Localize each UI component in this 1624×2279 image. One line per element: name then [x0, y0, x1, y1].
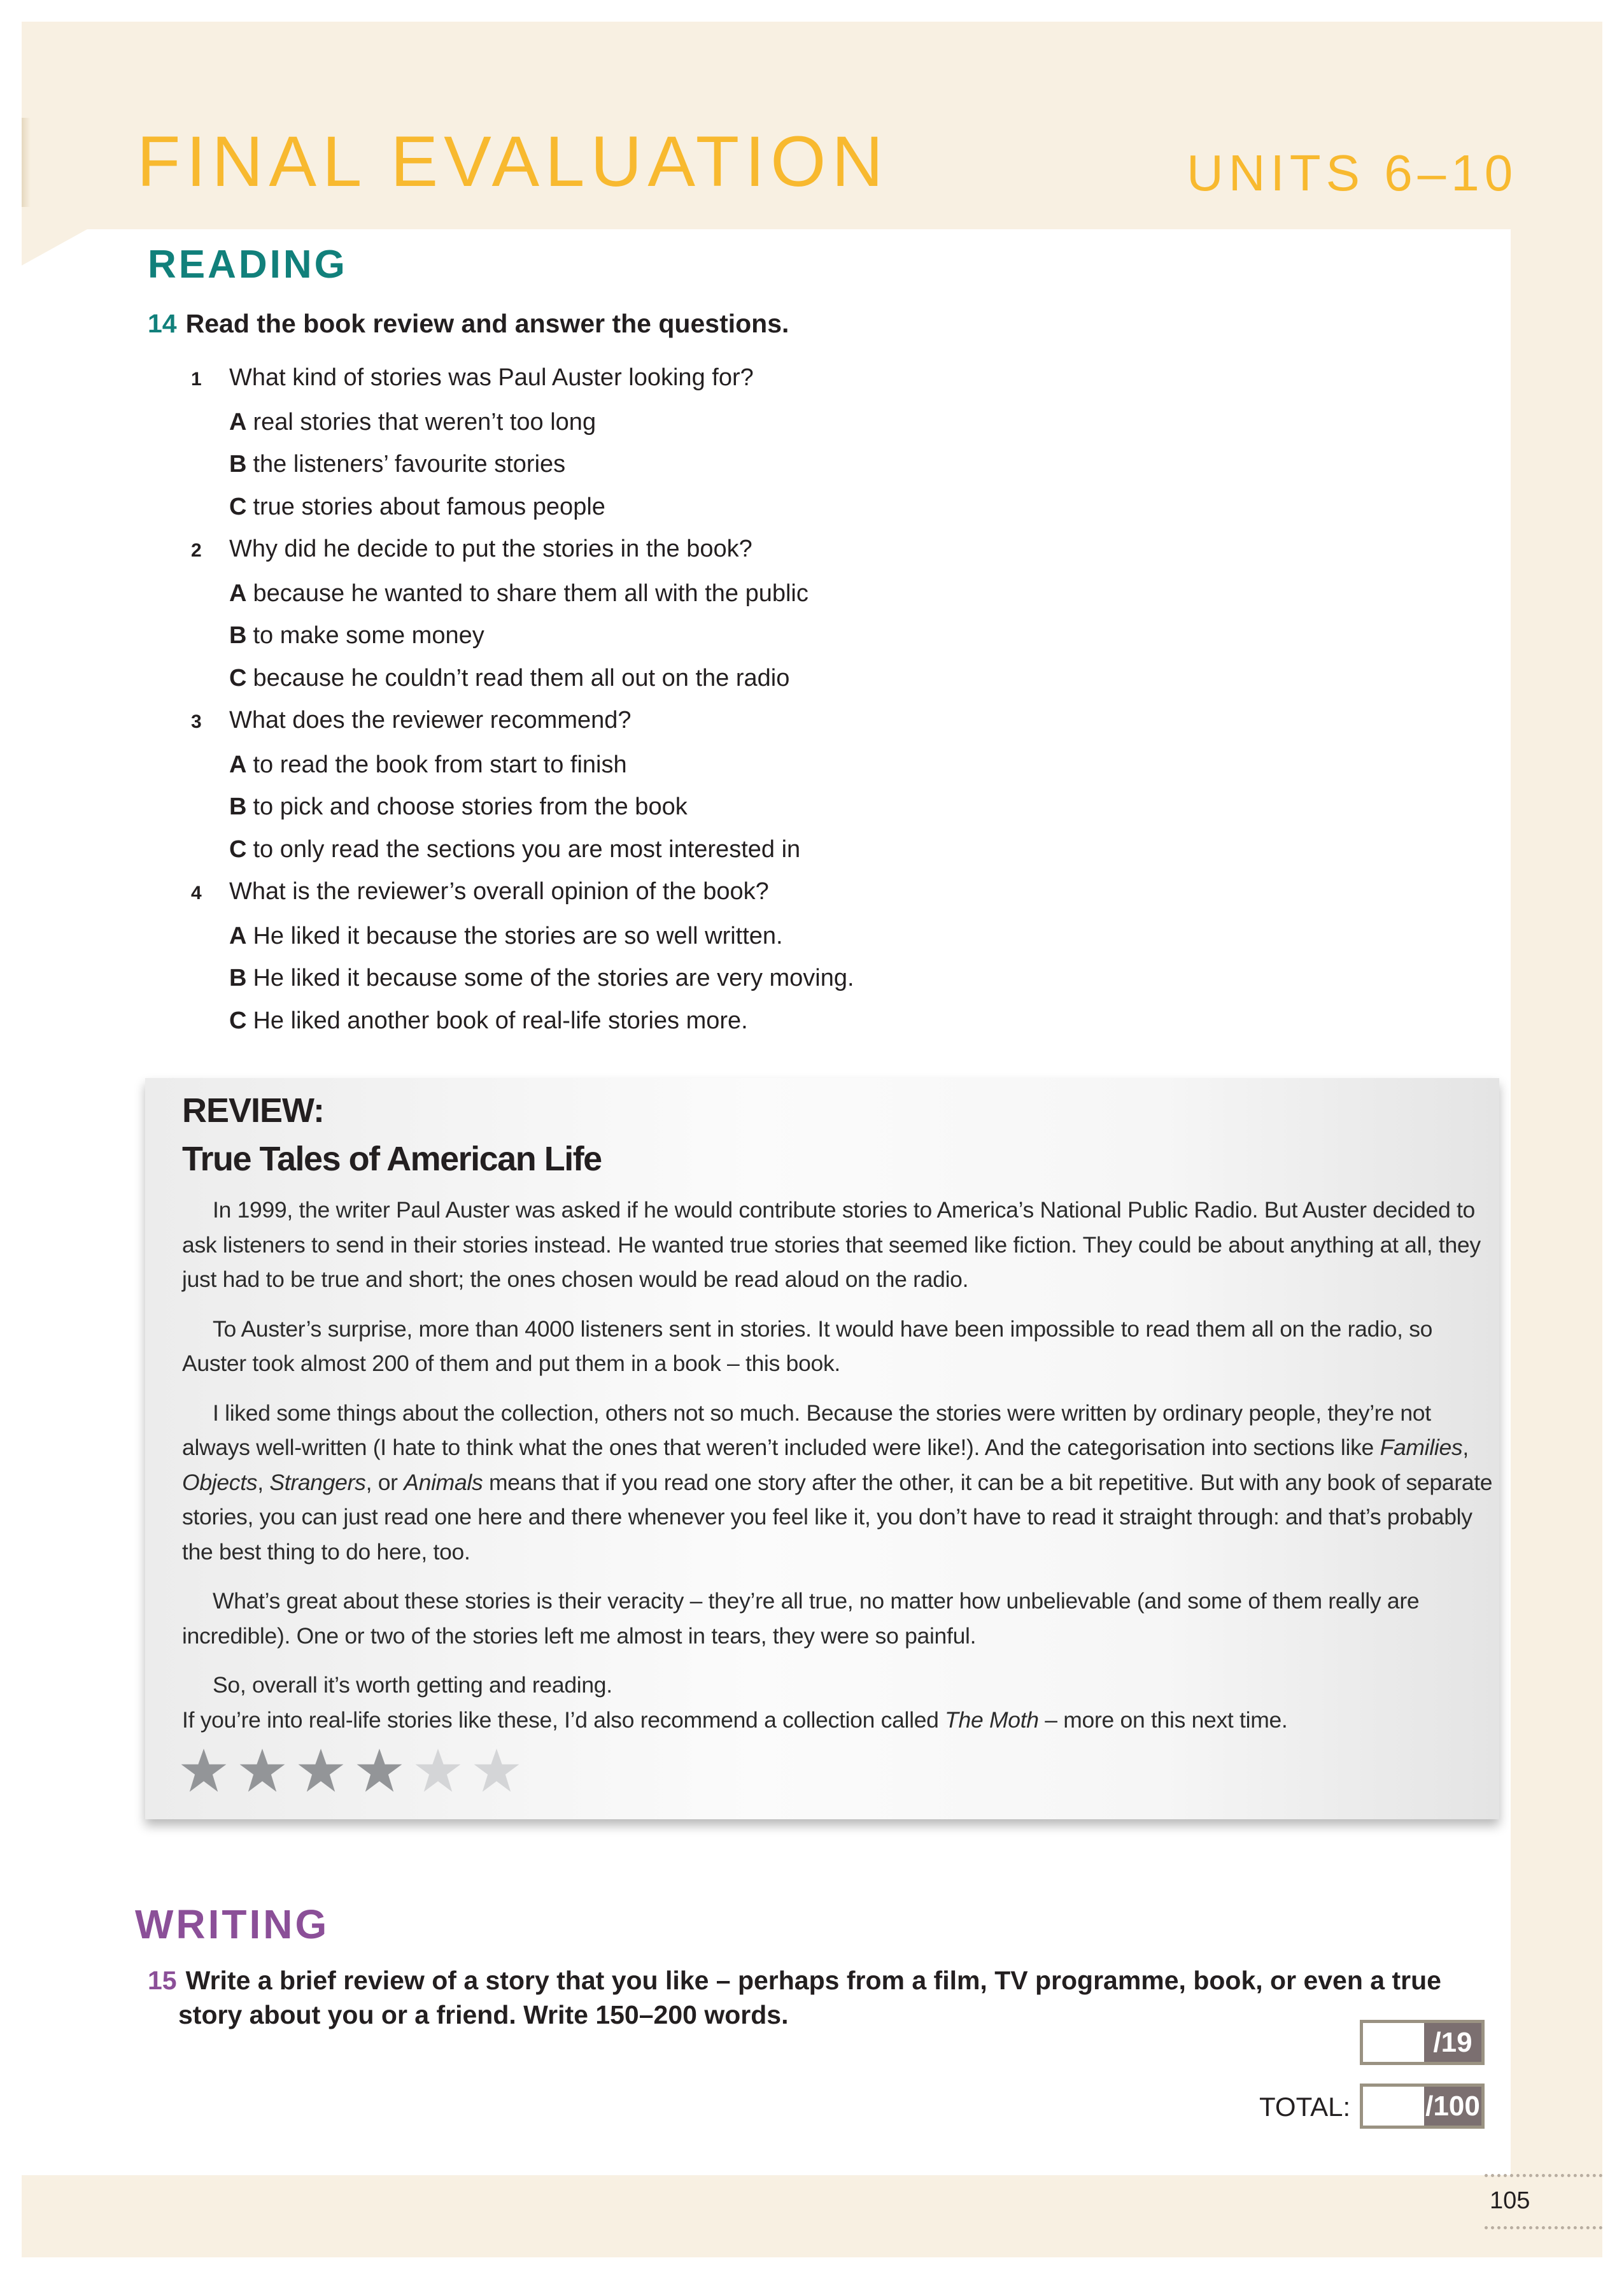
total-label: TOTAL:	[1259, 2092, 1351, 2122]
option-text: He liked another book of real-life stories more.	[253, 1007, 748, 1034]
option-text: to read the book from start to finish	[253, 751, 627, 778]
answer-option[interactable]	[191, 572, 854, 615]
option-letter: C	[229, 664, 247, 692]
star-empty-icon	[473, 1747, 520, 1794]
units-label: UNITS 6–10	[1187, 145, 1518, 201]
question	[191, 699, 854, 744]
text: I liked some things about the collection, others not so much. Because the stories were written by ordinary people, they’re not always well-written (I hate to think what the ones that weren’t included were like!). And the categorisation into sections like	[182, 1400, 1431, 1460]
review-paragraph: I liked some things about the collection, others not so much. Because the stories were written by ordinary people, they’re not always well-written (I hate to think what the ones that weren’t included were like!). And the categorisation into sections like Families, Objects, Strangers, or Animals means that if you read one story after the other, it can be a bit repetitive. But with any book of separate stories, you can just read one here and there whenever you feel like it, you don’t have to read it straight through: and that’s probably the best thing to do here, too.	[182, 1400, 1493, 1565]
exercise-number: 15	[148, 1966, 177, 1995]
option-letter: B	[229, 965, 247, 991]
text: , or	[365, 1469, 404, 1495]
reading-section-title: READING	[148, 243, 348, 287]
star-filled-icon	[180, 1747, 227, 1794]
option-letter: B	[229, 793, 247, 820]
answer-option[interactable]	[191, 915, 854, 958]
option-text: to pick and choose stories from the book	[253, 793, 688, 820]
star-filled-icon	[297, 1747, 344, 1794]
star-filled-icon	[239, 1747, 286, 1794]
question-list	[191, 357, 854, 1042]
answer-option[interactable]	[191, 657, 854, 700]
page-number: 105	[1490, 2187, 1530, 2214]
review-paragraph: So, overall it’s worth getting and reading.	[213, 1672, 612, 1698]
italic-text: Animals	[404, 1469, 483, 1495]
total-score-box[interactable]	[1360, 2084, 1485, 2129]
exercise-number: 14	[148, 309, 177, 338]
italic-text: The Moth	[945, 1707, 1039, 1733]
answer-option[interactable]	[191, 614, 854, 657]
instruction-text: Write a brief review of a story that you like – perhaps from a film, TV programme, book, or even a true	[185, 1966, 1441, 1995]
italic-text: Strangers	[269, 1469, 366, 1495]
section-score-box[interactable]	[1360, 2020, 1485, 2065]
review-body	[182, 1193, 1493, 1752]
option-text: to make some money	[253, 622, 484, 649]
page-edge-shadow	[22, 118, 31, 207]
option-letter: C	[229, 493, 247, 520]
option-text: the listeners’ favourite stories	[253, 451, 566, 478]
answer-option[interactable]	[191, 486, 854, 529]
review-paragraph: To Auster’s surprise, more than 4000 listeners sent in stories. It would have been impossible to read them all on the radio, so Auster took almost 200 of them and put them in a book – this book.	[182, 1316, 1433, 1376]
exercise-15-instruction	[148, 1963, 1459, 2032]
italic-text: Families	[1380, 1435, 1463, 1460]
answer-option[interactable]	[191, 744, 854, 786]
question-number: 3	[191, 711, 202, 732]
option-text: because he couldn’t read them all out on the radio	[253, 664, 790, 692]
answer-option[interactable]	[191, 786, 854, 828]
divider-dotted	[1485, 2226, 1602, 2229]
total-score-max: /100	[1424, 2087, 1481, 2126]
question	[191, 870, 854, 915]
question-text: What is the reviewer’s overall opinion of the book?	[229, 878, 769, 905]
review-heading: REVIEW:	[182, 1091, 325, 1130]
review-title: True Tales of American Life	[182, 1140, 602, 1178]
question-number: 4	[191, 883, 202, 904]
answer-option[interactable]	[191, 443, 854, 486]
question-text: What kind of stories was Paul Auster looking for?	[229, 364, 754, 391]
divider-dotted	[1485, 2174, 1602, 2177]
question	[191, 357, 854, 401]
answer-option[interactable]	[191, 401, 854, 444]
option-text: He liked it because some of the stories are very moving.	[253, 965, 854, 991]
option-letter: B	[229, 451, 247, 478]
option-letter: B	[229, 622, 247, 649]
option-letter: C	[229, 835, 247, 863]
answer-option[interactable]	[191, 1000, 854, 1042]
option-letter: A	[229, 579, 247, 607]
option-text: He liked it because the stories are so well written.	[253, 922, 783, 949]
option-letter: A	[229, 408, 247, 436]
text: If you’re into real-life stories like these, I’d also recommend a collection called	[182, 1707, 945, 1733]
question-number: 1	[191, 369, 202, 390]
page-title: FINAL EVALUATION	[137, 122, 889, 201]
section-score-max: /19	[1424, 2023, 1481, 2062]
review-paragraph: What’s great about these stories is their veracity – they’re all true, no matter how unbelievable (and some of them really are incredible). One or two of the stories left me almost in tears, they were so painful.	[182, 1588, 1420, 1649]
option-text: to only read the sections you are most interested in	[253, 835, 801, 863]
exercise-14-instruction	[148, 311, 789, 337]
text: means that if you read one story after the other, it can be a bit repetitive. But with any book of separate stories, you can just read one here and there whenever you feel like it, you don’t have to read it straight through: and that’s probably the best thing to do here, too.	[182, 1469, 1493, 1565]
text: – more on this next time.	[1038, 1707, 1288, 1733]
option-text: real stories that weren’t too long	[253, 408, 597, 436]
star-empty-icon	[414, 1747, 462, 1794]
option-text: because he wanted to share them all with the public	[253, 579, 808, 607]
question-text: What does the reviewer recommend?	[229, 707, 632, 734]
instruction-text: Read the book review and answer the questions.	[185, 309, 789, 338]
answer-option[interactable]	[191, 957, 854, 1000]
option-letter: A	[229, 922, 247, 949]
instruction-text: story about you or a friend. Write 150–200 words.	[178, 2000, 789, 2029]
question-number: 2	[191, 540, 202, 561]
star-filled-icon	[356, 1747, 403, 1794]
option-text: true stories about famous people	[253, 493, 605, 520]
review-paragraph: In 1999, the writer Paul Auster was asked if he would contribute stories to America’s National Public Radio. But Auster decided to ask listeners to send in their stories instead. He wanted true stories that seemed like fiction. They could be about anything at all, they just had to be true and short; the ones chosen would be read aloud on the radio.	[182, 1197, 1481, 1292]
review-paragraph	[182, 1703, 1493, 1738]
option-letter: C	[229, 1007, 247, 1034]
writing-section-title: WRITING	[135, 1901, 330, 1947]
italic-text: Objects	[182, 1469, 258, 1495]
star-rating	[180, 1747, 520, 1794]
answer-option[interactable]	[191, 828, 854, 871]
review-box	[145, 1078, 1499, 1819]
option-letter: A	[229, 751, 247, 778]
question	[191, 528, 854, 572]
question-text: Why did he decide to put the stories in the book?	[229, 536, 752, 562]
